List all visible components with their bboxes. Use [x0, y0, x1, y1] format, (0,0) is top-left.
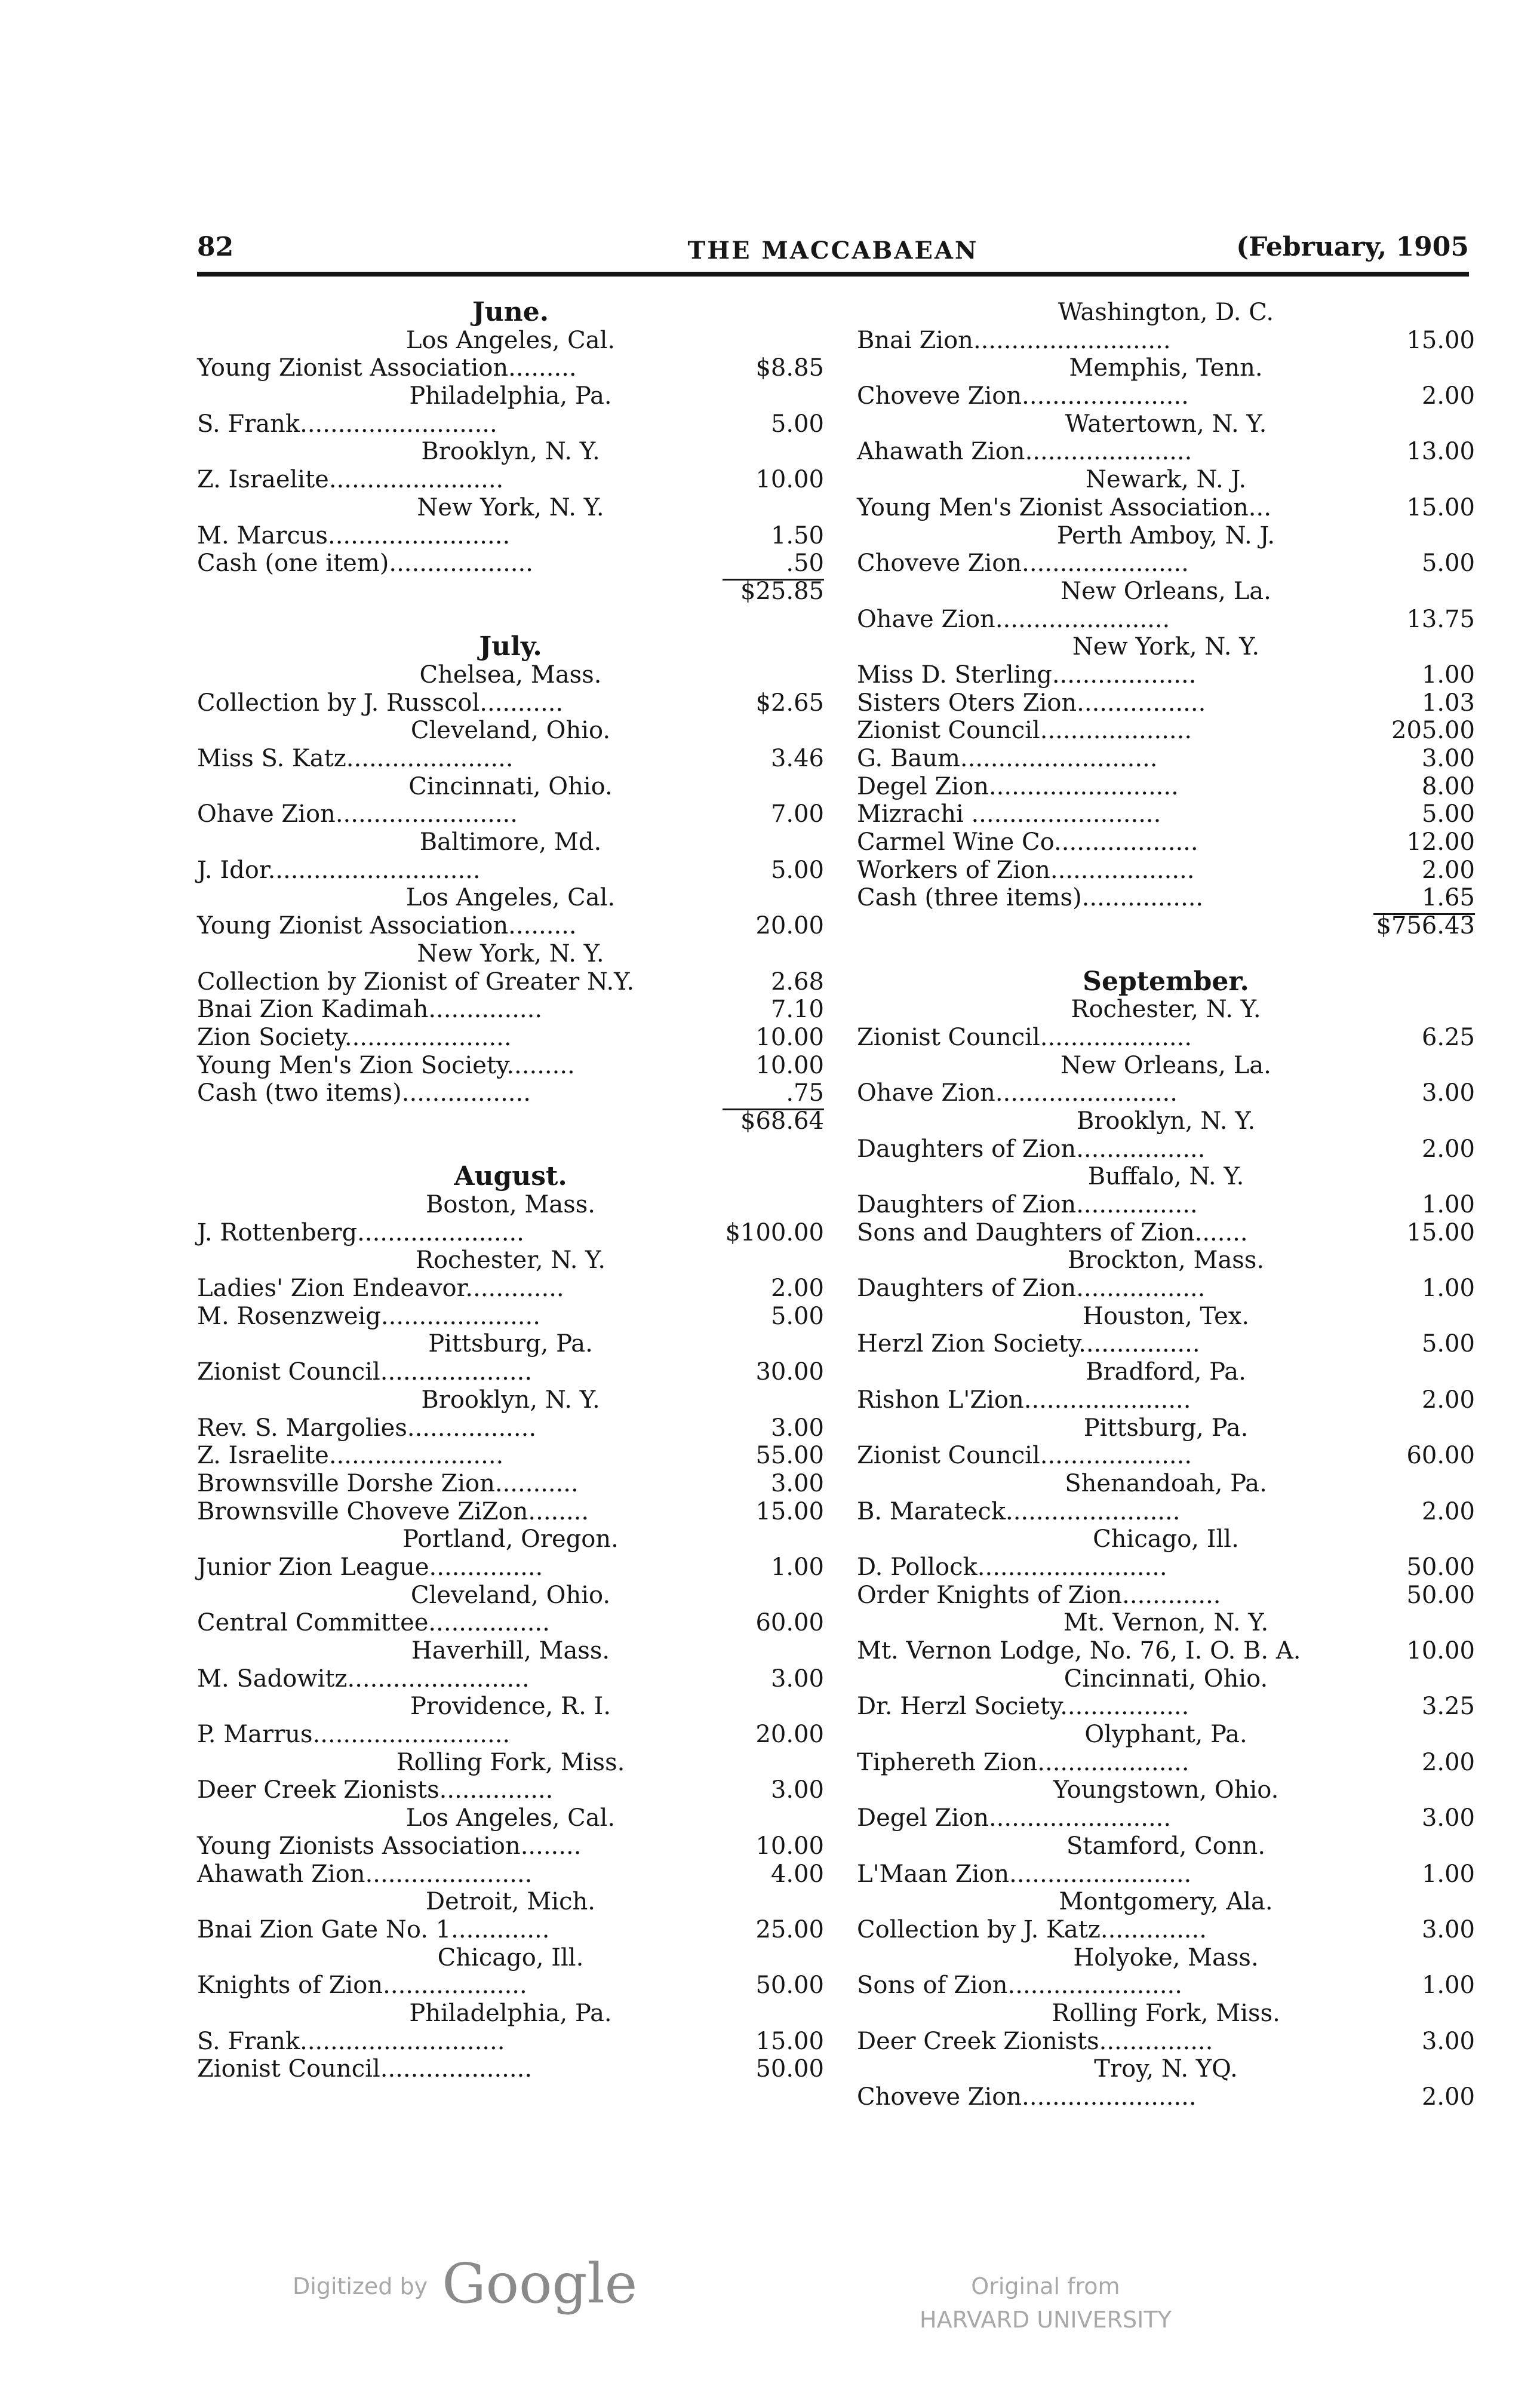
contributor-name: Ohave Zion....................... [857, 605, 1170, 633]
location-heading: Cincinnati, Ohio. [1063, 1665, 1268, 1693]
location-heading: Philadelphia, Pa. [409, 382, 612, 410]
total-row [857, 912, 1475, 940]
contributor-name: Carmel Wine Co................... [857, 828, 1198, 856]
contributor-name: Zionist Council.................... [857, 1442, 1192, 1470]
contribution-amount: 5.00 [1421, 1330, 1475, 1358]
location-heading: Watertown, N. Y. [1065, 410, 1267, 438]
contributor-name: Daughters of Zion................ [857, 1191, 1198, 1218]
location-heading: Newark, N. J. [1085, 466, 1247, 494]
month-heading: August. [454, 1161, 567, 1192]
contributor-name: Young Zionist Association......... [197, 912, 577, 940]
location-heading: Youngstown, Ohio. [1053, 1776, 1279, 1804]
location-heading: Bradford, Pa. [1086, 1358, 1246, 1386]
contributor-name: Herzl Zion Society................ [857, 1330, 1200, 1358]
contribution-amount: $2.65 [755, 689, 824, 717]
contribution-amount: 7.00 [770, 800, 824, 828]
contribution-amount: 3.00 [770, 1414, 824, 1442]
contributor-name: Zionist Council.................... [197, 2055, 533, 2083]
contributor-name: Central Committee................ [197, 1609, 550, 1637]
contribution-row [857, 1219, 1475, 1247]
contributor-name: Young Men's Zion Society......... [197, 1051, 575, 1079]
contribution-amount: 10.00 [755, 466, 824, 494]
contribution-amount: 15.00 [1406, 326, 1475, 354]
contribution-amount: 50.00 [755, 2055, 824, 2083]
contribution-row [197, 522, 824, 550]
contribution-amount: 15.00 [1406, 1218, 1475, 1246]
location-heading: Rochester, N. Y. [415, 1246, 606, 1275]
contributor-name: Cash (three items)................ [857, 884, 1204, 912]
contributor-name: Choveve Zion...................... [857, 382, 1189, 410]
contributor-name: Sons and Daughters of Zion....... [857, 1218, 1248, 1246]
contribution-row [857, 494, 1475, 522]
issue-date: (February, 1905 [1236, 232, 1469, 262]
contribution-amount: 7.10 [770, 996, 824, 1024]
contribution-row [857, 800, 1475, 828]
contribution-row [857, 1916, 1475, 1944]
contributor-name: Collection by Zionist of Greater N.Y. [197, 968, 635, 996]
contribution-amount: 1.00 [1421, 661, 1475, 689]
location-heading: Los Angeles, Cal. [405, 884, 616, 912]
contribution-row [857, 1330, 1475, 1358]
contributor-name: Deer Creek Zionists............... [857, 2027, 1213, 2055]
digitized-by-text: Digitized by [293, 2273, 428, 2299]
contribution-row [197, 1052, 824, 1080]
contribution-amount: 60.00 [1406, 1442, 1475, 1470]
contribution-row [197, 1916, 824, 1944]
location-heading: Montgomery, Ala. [1059, 1888, 1273, 1916]
contributor-name: Miss D. Sterling................... [857, 661, 1197, 689]
contribution-amount: 2.68 [770, 968, 824, 996]
contributor-name: Tiphereth Zion.................... [857, 1748, 1189, 1776]
contribution-amount: 5.00 [770, 856, 824, 884]
location-heading: New Orleans, La. [1061, 577, 1271, 605]
contribution-row [857, 828, 1475, 856]
section-spacer [197, 606, 824, 634]
contribution-row [857, 549, 1475, 578]
contribution-row [857, 1191, 1475, 1219]
contributor-name: B. Marateck....................... [857, 1497, 1181, 1525]
contribution-amount: 3.46 [770, 745, 824, 772]
contribution-row [197, 466, 824, 494]
section-spacer [197, 1135, 824, 1163]
contribution-amount: 50.00 [1406, 1581, 1475, 1609]
contribution-amount: 20.00 [755, 912, 824, 940]
contribution-row [857, 1079, 1475, 1107]
month-heading: July. [479, 631, 542, 662]
contribution-row [197, 1609, 824, 1637]
contribution-amount: 2.00 [1421, 1497, 1475, 1525]
location-heading: Houston, Tex. [1082, 1302, 1250, 1330]
contribution-row [197, 1470, 824, 1498]
contribution-row [857, 745, 1475, 773]
contribution-amount: 2.00 [1421, 2083, 1475, 2111]
total-amount: $756.43 [1376, 912, 1475, 940]
contribution-amount: 2.00 [1421, 856, 1475, 884]
contributor-name: M. Sadowitz........................ [197, 1665, 530, 1693]
location-heading: Rochester, N. Y. [1071, 996, 1261, 1024]
contribution-amount: 2.00 [1421, 1135, 1475, 1163]
contribution-row [857, 1972, 1475, 2000]
contributor-name: Degel Zion......................... [857, 772, 1179, 800]
location-heading: Washington, D. C. [1058, 299, 1274, 326]
contributor-name: Dr. Herzl Society................. [857, 1693, 1189, 1721]
contributor-name: S. Frank.......................... [197, 410, 497, 438]
location-heading: Brooklyn, N. Y. [421, 1386, 600, 1414]
page-header [197, 232, 1469, 275]
contributor-name: Young Men's Zionist Association... [857, 493, 1271, 521]
contributor-name: Degel Zion........................ [857, 1804, 1172, 1832]
contributor-name: J. Rottenberg...................... [197, 1218, 524, 1246]
contribution-row [857, 606, 1475, 634]
contribution-row [857, 1135, 1475, 1163]
contributor-name: J. Idor............................ [197, 856, 481, 884]
contribution-amount: 5.00 [1421, 549, 1475, 578]
contribution-row [197, 354, 824, 382]
contribution-row [857, 2083, 1475, 2111]
contributor-name: Daughters of Zion................. [857, 1135, 1206, 1163]
contribution-amount: 5.00 [1421, 800, 1475, 828]
contribution-row [857, 1275, 1475, 1303]
contribution-amount: .75 [786, 1079, 824, 1107]
contributor-name: Knights of Zion................... [197, 1972, 527, 2000]
contribution-row [197, 1776, 824, 1804]
contribution-amount: 55.00 [755, 1442, 824, 1470]
location-heading: Stamford, Conn. [1066, 1832, 1266, 1860]
month-heading: June. [472, 297, 549, 327]
contribution-amount: 3.00 [770, 1665, 824, 1693]
contribution-row [857, 1386, 1475, 1414]
location-heading: Memphis, Tenn. [1069, 354, 1263, 382]
location-heading: Brockton, Mass. [1067, 1246, 1265, 1275]
contribution-amount: 20.00 [755, 1721, 824, 1749]
location-heading: Troy, N. YQ. [1094, 2055, 1238, 2083]
contributor-name: Young Zionists Association........ [197, 1832, 582, 1860]
digitized-by-credit [293, 2252, 637, 2316]
location-heading: Haverhill, Mass. [411, 1637, 610, 1665]
contribution-row [857, 661, 1475, 689]
location-heading: Brooklyn, N. Y. [421, 438, 600, 466]
contribution-row [857, 717, 1475, 745]
contribution-row [197, 968, 824, 996]
contributor-name: Rishon L'Zion...................... [857, 1386, 1191, 1414]
contributor-name: Zionist Council.................... [197, 1358, 533, 1386]
contribution-amount: 2.00 [1421, 1386, 1475, 1414]
contribution-row [197, 410, 824, 438]
total-amount: $68.64 [740, 1107, 824, 1135]
contribution-amount: 2.00 [1421, 1748, 1475, 1776]
contribution-row [197, 1665, 824, 1693]
location-heading: New York, N. Y. [417, 493, 604, 521]
contribution-row [857, 1024, 1475, 1052]
contribution-row [197, 1442, 824, 1470]
contribution-amount: 1.50 [770, 521, 824, 549]
location-heading: Cleveland, Ohio. [410, 717, 611, 745]
contributor-name: Ahawath Zion...................... [197, 1860, 533, 1888]
contribution-row [197, 1498, 824, 1526]
contribution-row [857, 1582, 1475, 1610]
contributor-name: Young Zionist Association......... [197, 354, 577, 382]
contribution-row [197, 856, 824, 885]
contributor-name: P. Marrus.......................... [197, 1721, 511, 1749]
contribution-amount: 10.00 [755, 1023, 824, 1051]
contribution-row [197, 2055, 824, 2083]
location-heading: Brooklyn, N. Y. [1076, 1107, 1256, 1135]
contribution-row [197, 1860, 824, 1889]
contributor-name: Z. Israelite....................... [197, 1442, 504, 1470]
contribution-row [197, 1303, 824, 1331]
contributor-name: Junior Zion League............... [197, 1553, 543, 1581]
contribution-row [857, 1442, 1475, 1470]
contribution-row [857, 382, 1475, 410]
location-heading: Mt. Vernon, N. Y. [1063, 1609, 1269, 1637]
contribution-row [197, 1972, 824, 2000]
location-heading: Philadelphia, Pa. [409, 1999, 612, 2027]
contribution-row [197, 549, 824, 578]
contribution-amount: 3.00 [1421, 1079, 1475, 1107]
contribution-amount: 4.00 [770, 1860, 824, 1888]
total-row [197, 578, 824, 606]
contributor-name: Ahawath Zion...................... [857, 438, 1192, 466]
contributor-name: Daughters of Zion................. [857, 1275, 1206, 1303]
page-number: 82 [197, 232, 234, 262]
contribution-amount: 1.65 [1421, 884, 1475, 912]
contributor-name: Mt. Vernon Lodge, No. 76, I. O. B. A. [857, 1637, 1301, 1665]
contribution-amount: 1.00 [1421, 1860, 1475, 1888]
university-text: HARVARD UNIVERSITY [920, 2307, 1172, 2333]
contributor-name: S. Frank........................... [197, 2027, 505, 2055]
contribution-amount: 50.00 [1406, 1553, 1475, 1581]
location-heading: New York, N. Y. [417, 939, 604, 968]
contribution-amount: 15.00 [755, 1497, 824, 1525]
contribution-row [197, 1024, 824, 1052]
contribution-row [857, 773, 1475, 801]
contribution-amount: 6.25 [1421, 1023, 1475, 1051]
contributor-name: Brownsville Choveve ZiZon........ [197, 1497, 589, 1525]
location-heading: Perth Amboy, N. J. [1056, 521, 1275, 549]
contributor-name: Z. Israelite....................... [197, 466, 504, 494]
location-heading: Buffalo, N. Y. [1087, 1163, 1244, 1191]
location-heading: Baltimore, Md. [419, 828, 602, 856]
location-heading: New York, N. Y. [1072, 633, 1260, 661]
contribution-amount: 13.75 [1406, 605, 1475, 633]
location-heading: New Orleans, La. [1061, 1051, 1271, 1079]
contributor-name: G. Baum.......................... [857, 745, 1158, 772]
contribution-row [857, 1637, 1475, 1665]
contribution-amount: 60.00 [755, 1609, 824, 1637]
contributor-name: Miss S. Katz...................... [197, 745, 514, 772]
contribution-amount: 30.00 [755, 1358, 824, 1386]
contributor-name: Ohave Zion........................ [197, 800, 518, 828]
contribution-row [197, 1275, 824, 1303]
contribution-row [857, 884, 1475, 912]
location-heading: Boston, Mass. [426, 1191, 595, 1218]
total-row [197, 1107, 824, 1135]
contributor-name: Bnai Zion.......................... [857, 326, 1171, 354]
left-column [197, 299, 824, 2083]
contributor-name: Workers of Zion................... [857, 856, 1195, 884]
contribution-amount: 3.00 [1421, 1804, 1475, 1832]
contribution-row [197, 689, 824, 717]
contributor-name: Cash (one item)................... [197, 549, 533, 578]
google-logo: Google [442, 2252, 638, 2316]
contribution-amount: 13.00 [1406, 438, 1475, 466]
contribution-row [197, 2028, 824, 2056]
location-heading: Pittsburg, Pa. [428, 1330, 593, 1358]
contributor-name: Ladies' Zion Endeavor............. [197, 1275, 564, 1303]
contribution-row [197, 1721, 824, 1749]
contribution-amount: 3.00 [770, 1469, 824, 1497]
contributor-name: Mizrachi ......................... [857, 800, 1161, 828]
contribution-row [857, 856, 1475, 885]
contribution-row [857, 327, 1475, 355]
contribution-amount: 5.00 [770, 1302, 824, 1330]
location-heading: Los Angeles, Cal. [405, 1804, 616, 1832]
right-column [857, 299, 1475, 2111]
contribution-row [197, 1219, 824, 1247]
location-heading: Cincinnati, Ohio. [408, 772, 613, 800]
contribution-amount: 15.00 [1406, 493, 1475, 521]
location-heading: Pittsburg, Pa. [1083, 1414, 1249, 1442]
contributor-name: Choveve Zion...................... [857, 549, 1189, 578]
location-heading: Los Angeles, Cal. [405, 326, 616, 354]
contribution-amount: 25.00 [755, 1915, 824, 1943]
contribution-amount: .50 [786, 549, 824, 578]
location-heading: Olyphant, Pa. [1084, 1721, 1247, 1749]
original-from-credit [920, 2270, 1172, 2336]
location-heading: Detroit, Mich. [426, 1888, 595, 1916]
contributor-name: Sisters Oters Zion................. [857, 689, 1206, 717]
location-heading: Rolling Fork, Miss. [396, 1748, 625, 1776]
original-from-text: Original from [971, 2273, 1120, 2299]
contributor-name: Ohave Zion........................ [857, 1079, 1178, 1107]
contribution-row [857, 438, 1475, 466]
journal-title: THE MACCABAEAN [687, 237, 979, 265]
location-heading: Shenandoah, Pa. [1065, 1469, 1267, 1497]
total-amount: $25.85 [740, 577, 824, 605]
contribution-row [197, 912, 824, 940]
contribution-amount: 3.00 [770, 1776, 824, 1804]
contribution-row [857, 1498, 1475, 1526]
contribution-amount: 50.00 [755, 1972, 824, 2000]
contribution-amount: 1.00 [1421, 1275, 1475, 1303]
contribution-amount: 1.00 [1421, 1191, 1475, 1218]
location-heading: Holyoke, Mass. [1073, 1943, 1259, 1972]
contributor-name: Bnai Zion Gate No. 1............. [197, 1915, 550, 1943]
contributor-name: Sons of Zion....................... [857, 1972, 1182, 2000]
contribution-amount: 10.00 [755, 1832, 824, 1860]
contributor-name: Bnai Zion Kadimah............... [197, 996, 543, 1024]
contribution-amount: 12.00 [1406, 828, 1475, 856]
location-heading: Chelsea, Mass. [419, 661, 602, 689]
contribution-amount: $8.85 [755, 354, 824, 382]
section-spacer [857, 940, 1475, 968]
contribution-amount: 1.03 [1421, 689, 1475, 717]
location-heading: Chicago, Ill. [437, 1943, 584, 1972]
contributor-name: Zionist Council.................... [857, 717, 1192, 745]
contribution-amount: 205.00 [1391, 717, 1475, 745]
contribution-row [857, 1804, 1475, 1832]
contributor-name: Choveve Zion....................... [857, 2083, 1197, 2111]
contributor-name: Order Knights of Zion............. [857, 1581, 1221, 1609]
contributor-name: Cash (two items)................. [197, 1079, 531, 1107]
contribution-amount: 8.00 [1421, 772, 1475, 800]
contribution-amount: 2.00 [770, 1275, 824, 1303]
contribution-row [197, 1414, 824, 1442]
contribution-row [857, 1553, 1475, 1582]
contributor-name: D. Pollock......................... [857, 1553, 1167, 1581]
contribution-row [197, 1832, 824, 1860]
contribution-amount: 3.00 [1421, 2027, 1475, 2055]
location-heading: Rolling Fork, Miss. [1052, 1999, 1280, 2027]
contribution-row [857, 1749, 1475, 1777]
contribution-row [857, 1860, 1475, 1889]
contributor-name: M. Marcus........................ [197, 521, 511, 549]
contribution-amount: 5.00 [770, 410, 824, 438]
contributor-name: Collection by J. Russcol........... [197, 689, 564, 717]
contribution-row [197, 745, 824, 773]
contribution-amount: 1.00 [1421, 1972, 1475, 2000]
location-heading: Chicago, Ill. [1093, 1525, 1239, 1553]
header-rule [197, 272, 1469, 277]
location-heading: Portland, Oregon. [402, 1525, 619, 1553]
contribution-amount: 10.00 [1406, 1637, 1475, 1665]
contribution-amount: 3.00 [1421, 745, 1475, 772]
contributor-name: Zionist Council.................... [857, 1023, 1192, 1051]
contribution-row [857, 2028, 1475, 2056]
contributor-name: Brownsville Dorshe Zion........... [197, 1469, 579, 1497]
contribution-row [197, 1358, 824, 1386]
contribution-amount: $100.00 [725, 1218, 824, 1246]
contribution-row [857, 1693, 1475, 1721]
contributor-name: Collection by J. Katz.............. [857, 1915, 1207, 1943]
contribution-row [197, 996, 824, 1024]
location-heading: Cleveland, Ohio. [410, 1581, 611, 1609]
month-heading: September. [1083, 966, 1249, 997]
contribution-row [197, 800, 824, 828]
contributor-name: Rev. S. Margolies................. [197, 1414, 537, 1442]
contribution-row [197, 1553, 824, 1582]
contributor-name: Deer Creek Zionists............... [197, 1776, 554, 1804]
contributor-name: L'Maan Zion........................ [857, 1860, 1192, 1888]
contribution-amount: 3.25 [1421, 1693, 1475, 1721]
contribution-amount: 3.00 [1421, 1915, 1475, 1943]
contribution-amount: 10.00 [755, 1051, 824, 1079]
contribution-amount: 2.00 [1421, 382, 1475, 410]
contribution-row [857, 689, 1475, 717]
contributor-name: M. Rosenzweig..................... [197, 1302, 540, 1330]
contribution-amount: 1.00 [770, 1553, 824, 1581]
location-heading: Providence, R. I. [410, 1693, 611, 1721]
contributor-name: Zion Society...................... [197, 1023, 512, 1051]
contribution-amount: 15.00 [755, 2027, 824, 2055]
contribution-row [197, 1079, 824, 1107]
